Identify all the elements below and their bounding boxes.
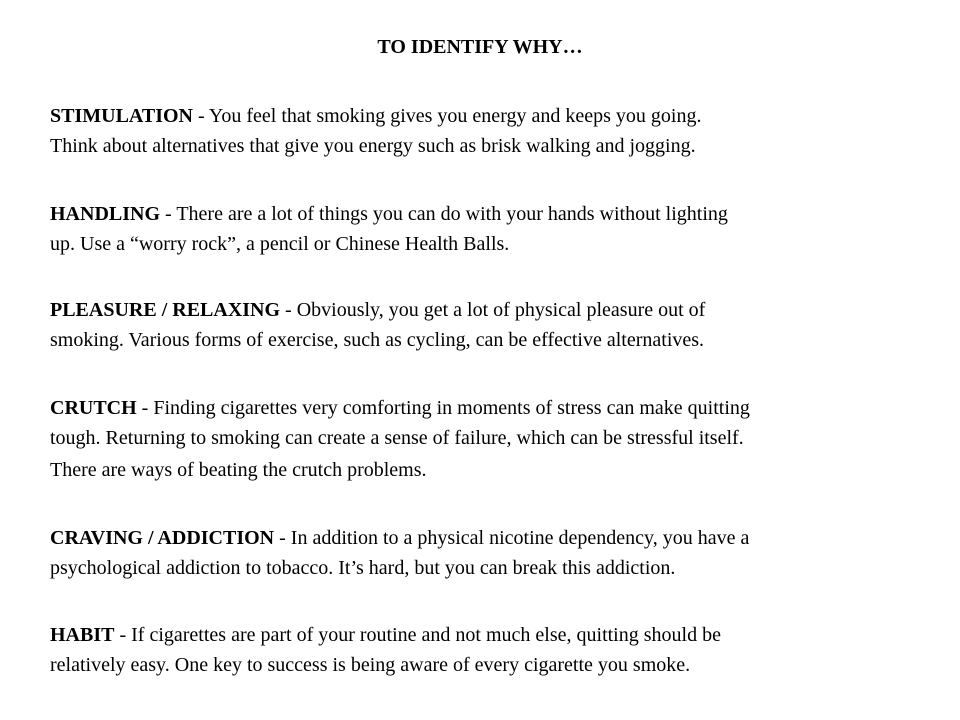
paragraph-text: psychological addiction to tobacco. It’s hard, but you can break this addiction. (50, 557, 676, 579)
paragraph-line (50, 393, 930, 423)
term-heading: HANDLING (50, 203, 161, 225)
term-heading: STIMULATION (50, 105, 193, 127)
paragraph-text: Think about alternatives that give you energy such as brisk walking and jogging. (50, 135, 696, 157)
paragraph-pleasure-relaxing (50, 295, 930, 355)
term-heading: HABIT (50, 624, 115, 646)
paragraph-habit (50, 620, 930, 680)
paragraph-line (50, 199, 930, 229)
paragraph-crutch-continued (50, 455, 930, 485)
paragraph-text: - If cigarettes are part of your routine and not much else, quitting should be (114, 624, 721, 646)
paragraph-stimulation (50, 101, 930, 161)
paragraph-text: There are ways of beating the crutch problems. (50, 459, 427, 481)
paragraph-text: tough. Returning to smoking can create a sense of failure, which can be stressful itself. (50, 427, 744, 449)
paragraph-text: - Finding cigarettes very comforting in moments of stress can make quitting (136, 397, 750, 419)
paragraph-text: relatively easy. One key to success is being aware of every cigarette you smoke. (50, 654, 691, 676)
paragraph-line (50, 295, 930, 325)
slide-title: TO IDENTIFY WHY… (377, 36, 583, 58)
paragraph-text: smoking. Various forms of exercise, such as cycling, can be effective alternatives. (50, 329, 705, 351)
paragraph-crutch (50, 393, 930, 453)
paragraph-line (50, 101, 930, 131)
term-heading: CRUTCH (50, 397, 137, 419)
paragraph-craving-addiction (50, 523, 930, 583)
paragraph-text: - There are a lot of things you can do with your hands without lighting (160, 203, 728, 225)
term-heading: PLEASURE / RELAXING (50, 299, 281, 321)
term-heading: CRAVING / ADDICTION (50, 527, 275, 549)
paragraph-text: - You feel that smoking gives you energy and keeps you going. (193, 105, 702, 127)
paragraph-text: - Obviously, you get a lot of physical pleasure out of (280, 299, 706, 321)
paragraph-text: - In addition to a physical nicotine dependency, you have a (274, 527, 750, 549)
paragraph-text: up. Use a “worry rock”, a pencil or Chinese Health Balls. (50, 233, 510, 255)
paragraph-line (50, 620, 930, 650)
paragraph-line (50, 523, 930, 553)
paragraph-handling (50, 199, 930, 259)
